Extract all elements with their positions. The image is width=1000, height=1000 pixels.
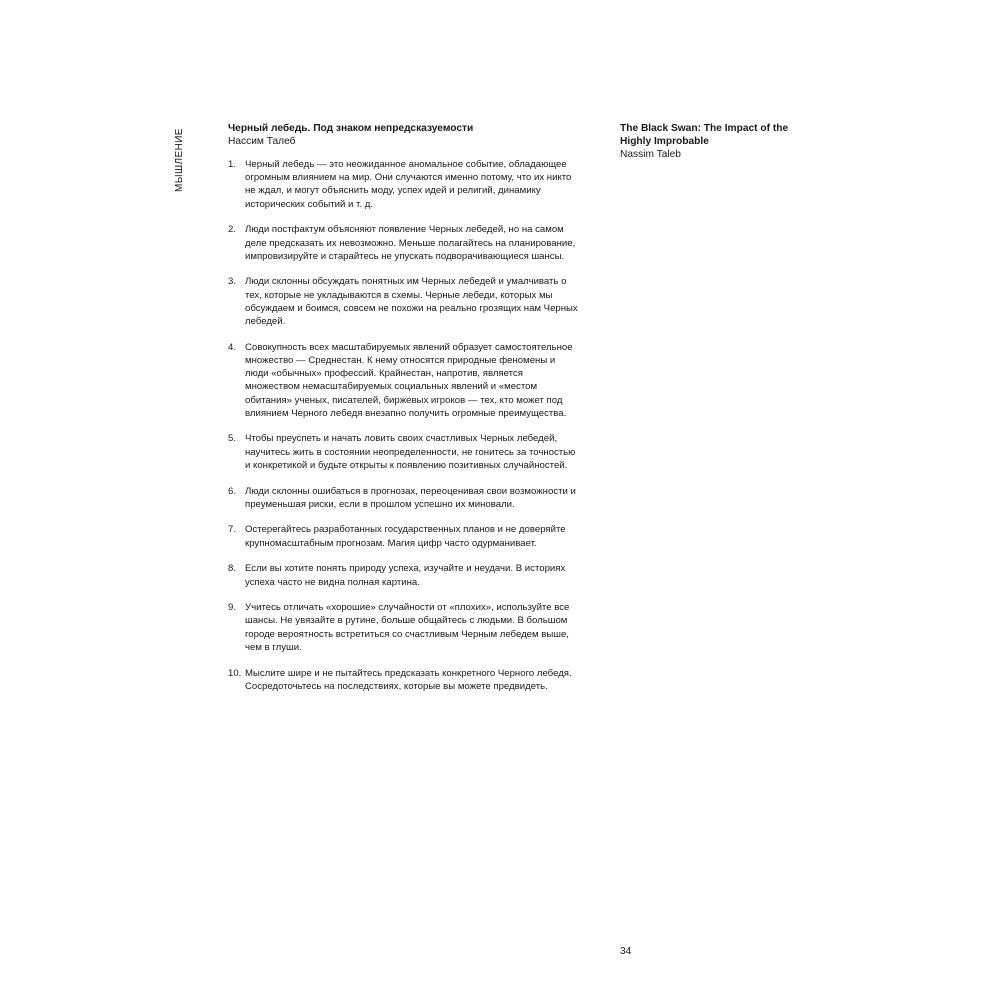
- book-summary: [228, 122, 578, 706]
- list-item: [228, 275, 578, 328]
- list-item-number: 7.: [228, 524, 237, 536]
- list-item-text: Люди склонны обсуждать понятных им Черных лебедей и умалчивать о тех, которые не укладываются в схемы. Черные лебеди, которых мы обсуждаем и боимся, совсем не похожи на реально грозящих нам Черных лебедей.: [245, 276, 578, 328]
- list-item-number: 5.: [228, 433, 237, 445]
- original-title: The Black Swan: The Impact of the Highly Improbable: [620, 123, 789, 147]
- list-item-text: Черный лебедь — это неожиданное аномальное событие, обладающее огромным влиянием на мир. Они случаются именно потому, что их никто не ждал, и могут объяснить моду, успех идей и религий, динамику исторических событий и т. д.: [245, 159, 572, 210]
- list-item-number: 1.: [228, 159, 237, 170]
- key-points-list: [228, 158, 578, 693]
- list-item: [228, 523, 578, 549]
- list-item-text: Остерегайтесь разработанных государственных планов и не доверяйте крупномасштабным прогнозам. Магия цифр часто одурманивает.: [245, 524, 566, 549]
- section-label: [172, 130, 188, 200]
- section-label-text: МЫШЛЕНИЕ: [174, 128, 185, 192]
- original-author: Nassim Taleb: [620, 149, 681, 160]
- list-item-number: 4.: [228, 341, 237, 353]
- list-item-number: 9.: [228, 602, 237, 614]
- list-item: [228, 601, 578, 654]
- list-item-text: Учитесь отличать «хорошие» случайности от «плохих», используйте все шансы. Не увязайте в рутине, больше общайтесь с людьми. В большом городе вероятность встретиться со счастливым Черным лебедем выше, чем в глуши.: [245, 602, 570, 653]
- book-title: Черный лебедь. Под знаком непредсказуемости: [228, 123, 474, 134]
- list-item-text: Чтобы преуспеть и начать ловить своих счастливых Черных лебедей, научитесь жить в состоянии неопределенности, не гонитесь за точностью и конкретикой и будьте открыты к появлению позитивных случайностей.: [245, 433, 576, 471]
- list-item-number: 10.: [228, 667, 242, 679]
- list-item: [228, 562, 578, 588]
- list-item: [228, 667, 578, 693]
- list-item-text: Совокупность всех масштабируемых явлений образует самостоятельное множество — Среднестан. К нему относятся природные феномены и люди «обычных» профессий. Крайнестан, напротив, является множеством немасштабируемых социальных явлений и «местом обитания» ученых, писателей, биржевых игроков — тех, кто может под влиянием Черного лебедя внезапно получить огромные преимущества.: [245, 341, 573, 419]
- list-item-text: Мыслите шире и не пытайтесь предсказать конкретного Черного лебедя. Сосредоточьтесь на последствиях, которые вы можете предвидеть.: [245, 667, 572, 692]
- list-item-number: 8.: [228, 563, 237, 575]
- list-item-number: 6.: [228, 485, 237, 497]
- original-book-info: [620, 122, 810, 161]
- list-item-text: Люди постфактум объясняют появление Черных лебедей, но на самом деле предсказать их невозможно. Меньше полагайтесь на планирование, импровизируйте и старайтесь не упускать подворачивающиеся шансы.: [245, 224, 576, 262]
- book-author: Нассим Талеб: [228, 136, 296, 147]
- list-item-number: 3.: [228, 276, 237, 288]
- list-item: [228, 341, 578, 420]
- list-item-text: Люди склонны ошибаться в прогнозах, переоценивая свои возможности и преуменьшая риски, если в прошлом успешно их миновали.: [245, 485, 576, 510]
- list-item-number: 2.: [228, 224, 237, 236]
- list-item: [228, 485, 578, 511]
- list-item: [228, 432, 578, 472]
- page-number: 34: [620, 946, 632, 957]
- list-item: [228, 223, 578, 263]
- list-item-text: Если вы хотите понять природу успеха, изучайте и неудачи. В историях успеха часто не видна полная картина.: [245, 563, 566, 588]
- list-item: [228, 158, 578, 211]
